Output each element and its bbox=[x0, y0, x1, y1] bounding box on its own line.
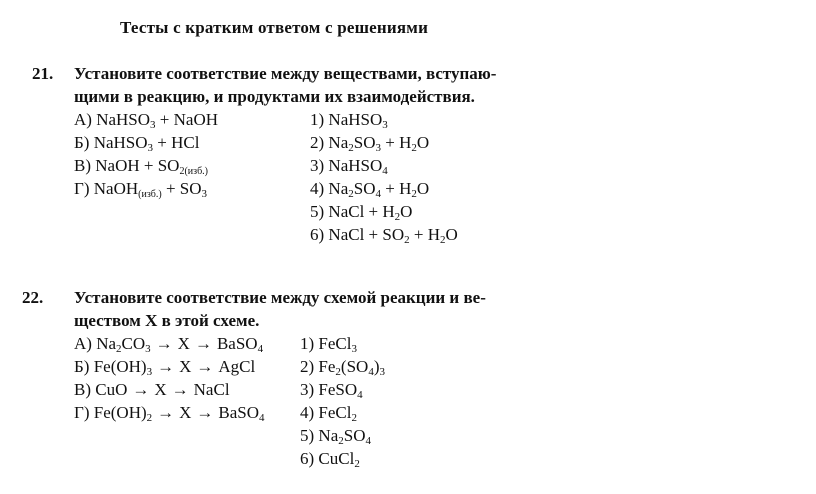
arrow-icon: → bbox=[157, 403, 175, 422]
q22-left-option-b: Б) $Fe(OH)_3 \to X$ → AgCl bbox=[74, 357, 256, 378]
q22-left-option-v: В) CuO → X → NaCl bbox=[74, 380, 230, 399]
q21-right-option-3: 3) NaHSO$_4$ bbox=[310, 156, 388, 177]
question-22-text-line-2: ществом X в этой схеме. bbox=[74, 311, 260, 330]
q21-left-option-b: Б) NaHSO$_3$ + HCl bbox=[74, 133, 200, 154]
question-21-text bbox=[74, 62, 496, 108]
q21-right-option-4: 4) $Na_2SO_4 + H_2O$ bbox=[310, 179, 430, 200]
question-21-number: 21. bbox=[32, 64, 54, 83]
question-21-text-line-1: Установите соответствие между веществами, вступаю- bbox=[74, 64, 497, 83]
question-21-text-line-2: щими в реакцию, и продуктами их взаимодействия. bbox=[74, 87, 475, 106]
q21-right-option-5: 5) NaCl + $H_2O$ bbox=[310, 202, 413, 223]
q21-left-option-a: А) NaHSO$_3$ + NaOH bbox=[74, 110, 219, 131]
q21-left-option-v: В) NaOH + $SO_{2(изб.)}$ bbox=[74, 156, 209, 177]
q22-right-option-1: 1) FeCl$_3$ bbox=[300, 334, 357, 355]
page-title: Тесты с кратким ответом с решениями bbox=[120, 18, 429, 37]
q22-left-option-a: А) $Na_2CO_3 \to X$ → BaSO$_4$ bbox=[74, 334, 264, 355]
arrow-icon: → bbox=[132, 380, 150, 399]
arrow-icon: → bbox=[194, 334, 212, 353]
q22-right-option-6: 6) CuCl$_2$ bbox=[300, 449, 360, 470]
q22-right-option-4: 4) FeCl$_2$ bbox=[300, 403, 357, 424]
q22-left-option-g: Г) $Fe(OH)_2 \to X$ → BaSO$_4$ bbox=[74, 403, 265, 424]
question-22-text-line-1: Установите соответствие между схемой реакции и ве- bbox=[74, 288, 486, 307]
arrow-icon: → bbox=[171, 380, 189, 399]
q21-left-option-g: Г) NaOH$_{(изб.)}$ + $SO_3$ bbox=[74, 179, 208, 200]
q22-right-option-2: 2) $Fe_2(SO_4)_3$ bbox=[300, 357, 385, 378]
question-22-text bbox=[74, 286, 486, 332]
question-22-number: 22. bbox=[22, 288, 44, 307]
arrow-icon: → bbox=[157, 357, 175, 376]
q21-right-option-1: 1) NaHSO$_3$ bbox=[310, 110, 388, 131]
arrow-icon: → bbox=[155, 334, 173, 353]
q21-right-option-6: 6) NaCl + $SO_2 + H_2O$ bbox=[310, 225, 458, 246]
arrow-icon: → bbox=[196, 403, 214, 422]
arrow-icon: → bbox=[196, 357, 214, 376]
q22-right-option-5: 5) $Na_2SO_4$ bbox=[300, 426, 371, 447]
q21-right-option-2: 2) $Na_2SO_3 + H_2O$ bbox=[310, 133, 430, 154]
q22-right-option-3: 3) FeSO$_4$ bbox=[300, 380, 363, 401]
